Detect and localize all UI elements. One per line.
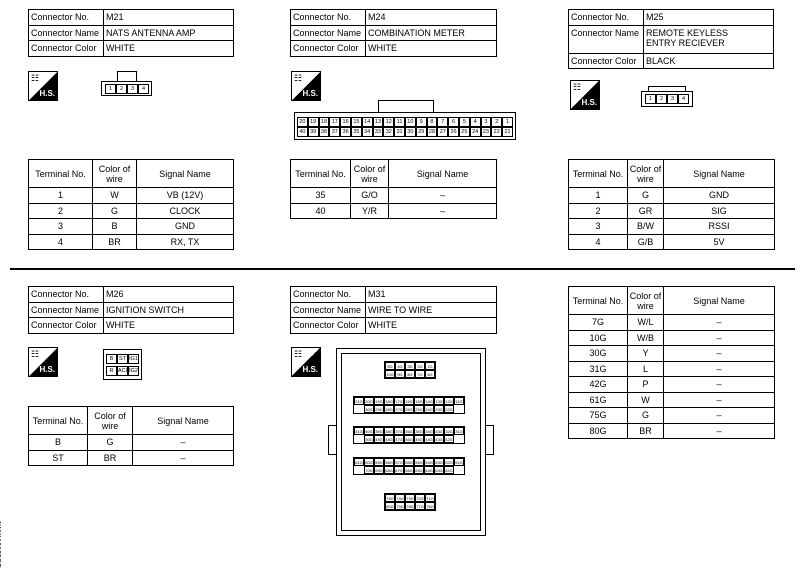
pin-cell: 79G [396, 504, 404, 509]
table-cell: 80G [569, 423, 628, 439]
pin-cell: 6 [448, 117, 459, 127]
pin-cell: 2 [656, 94, 667, 104]
m26-pin-row-bottom [106, 366, 139, 376]
pin-cell: 47G [395, 437, 403, 442]
pin-cell: 40 [297, 127, 308, 137]
table-cell: G [93, 203, 137, 219]
m21-connector-color: WHITE [104, 41, 234, 57]
pin-cell: 14 [362, 117, 373, 127]
pin-cell: 2 [491, 117, 502, 127]
pin-cell: 28G [385, 407, 393, 412]
table-row [29, 203, 234, 219]
pin-cell: 78G [406, 504, 414, 509]
m26-pin-row-top [106, 354, 139, 364]
pin-cell: 25G [415, 407, 423, 412]
pin-cell: 74G [396, 496, 404, 501]
harness-side-icon: ☷ H.S. [291, 347, 321, 377]
pin-cell: 31 [394, 127, 405, 137]
pin-cell: 44G [425, 437, 433, 442]
table-row [29, 234, 234, 250]
table-cell: 7G [569, 315, 628, 331]
pin-cell: 77G [416, 504, 424, 509]
pin-cell: 63G [435, 468, 443, 473]
pin-cell: IG2 [129, 368, 138, 374]
pin-cell: 55G [415, 460, 423, 465]
m31-left-latch [328, 425, 337, 455]
pin-cell: 69G [375, 468, 383, 473]
pin-cell: 26G [405, 407, 413, 412]
pin-cell: 21G [355, 399, 363, 404]
m24-pin-row-bottom [297, 127, 513, 137]
table-cell: 31G [569, 361, 628, 377]
table-cell: BR [628, 423, 664, 439]
pin-cell: 24G [425, 407, 433, 412]
m25-signal-table: Terminal No. Color of wire Signal Name 1 G GND 2 GR SIG 3 B/W RSSI 4 G/B 5V [568, 159, 775, 250]
pin-cell: 4 [678, 94, 689, 104]
m31-block-1 [384, 361, 436, 379]
table-cell: 35 [291, 188, 351, 204]
pin-cell: 59G [375, 460, 383, 465]
m31-block-3 [353, 426, 465, 444]
pin-cell: 3G [405, 362, 415, 370]
pin-cell: 4 [470, 117, 481, 127]
pin-cell: 10G [386, 372, 394, 377]
table-cell: RSSI [664, 219, 775, 235]
m21-connector-name: NATS ANTENNA AMP [104, 25, 234, 41]
table-cell: 40 [291, 203, 351, 219]
harness-side-icon: ☷ H.S. [570, 80, 600, 110]
m26-info-table: Connector No. M26 Connector Name IGNITION SWITCH Connector Color WHITE [28, 286, 234, 334]
pin-cell: 80G [386, 504, 394, 509]
table-cell: G/B [628, 234, 664, 250]
pin-cell: 58G [385, 460, 393, 465]
pin-cell: 53G [435, 460, 443, 465]
table-cell: GND [664, 188, 775, 204]
table-row [569, 346, 775, 362]
pin-cell: 13 [373, 117, 384, 127]
table-cell: – [389, 188, 497, 204]
pin-cell: ACC [118, 368, 130, 374]
pin-cell: 37 [329, 127, 340, 137]
pin-cell: 33G [435, 429, 443, 434]
pin-cell: 5G [385, 362, 395, 370]
pin-cell: 35 [351, 127, 362, 137]
pin-cell: 17 [329, 117, 340, 127]
pin-cell: 3 [667, 94, 678, 104]
m31-info-table: Connector No. M31 Connector Name WIRE TO WIRE Connector Color WHITE [290, 286, 497, 334]
pin-cell: IG1 [129, 356, 138, 362]
table-row [29, 435, 234, 451]
pin-cell: 24 [470, 127, 481, 137]
table-row [29, 219, 234, 235]
harness-side-icon: ☷ H.S. [28, 347, 58, 377]
pin-cell: 9G [395, 370, 405, 378]
pin-cell: 20G [365, 399, 373, 404]
m21-connector-no: M21 [104, 10, 234, 26]
table-cell: B/W [628, 219, 664, 235]
table-cell: G [88, 435, 133, 451]
pin-cell: 57G [395, 460, 403, 465]
pin-cell: 4G [395, 362, 405, 370]
m25-info-table: Connector No. M25 Connector Name REMOTE KEYLESS ENTRY RECIEVER Connector Color BLACK [568, 9, 774, 69]
pin-cell: 16G [405, 399, 413, 404]
pin-cell: 21 [502, 127, 513, 137]
table-cell: – [664, 408, 775, 424]
m26-signal-table: Terminal No. Color of wire Signal Name B G – ST BR – [28, 406, 234, 466]
pin-cell: 36 [340, 127, 351, 137]
pin-cell: 64G [425, 468, 433, 473]
table-cell: W/B [628, 330, 664, 346]
pin-cell: 2G [415, 362, 425, 370]
figure-code [0, 520, 1, 568]
m24-info-table: Connector No. M24 Connector Name COMBINATION METER Connector Color WHITE [290, 9, 497, 57]
pin-cell: 54G [425, 460, 433, 465]
table-row [569, 423, 775, 439]
table-cell: 30G [569, 346, 628, 362]
m25-pin-row [645, 94, 689, 104]
pin-cell: 32 [383, 127, 394, 137]
table-cell: CLOCK [137, 203, 234, 219]
table-cell: RX, TX [137, 234, 234, 250]
pin-cell: 62G [445, 468, 453, 473]
table-cell: BR [93, 234, 137, 250]
table-cell: – [389, 203, 497, 219]
pin-cell: 19G [375, 399, 383, 404]
table-cell: L [628, 361, 664, 377]
pin-cell: 8G [405, 370, 415, 378]
table-cell: – [664, 361, 775, 377]
pin-cell: 11G [455, 399, 463, 404]
m24-connector-name: COMBINATION METER [366, 25, 497, 41]
pin-cell: 2 [116, 84, 127, 94]
table-cell: Y/R [351, 203, 389, 219]
harness-side-icon: ☷ H.S. [291, 71, 321, 101]
table-row [569, 361, 775, 377]
table-cell: 3 [569, 219, 628, 235]
pin-cell: 56G [405, 460, 413, 465]
m31-block-2 [353, 396, 465, 414]
m31-block-4 [353, 457, 465, 475]
table-cell: – [664, 423, 775, 439]
table-row [291, 203, 497, 219]
pin-cell: 18 [319, 117, 330, 127]
pin-cell: 32G [445, 429, 453, 434]
pin-cell: 1 [645, 94, 656, 104]
table-cell: 5V [664, 234, 775, 250]
pin-cell: 30 [405, 127, 416, 137]
pin-cell: 14G [425, 399, 433, 404]
table-cell: B [93, 219, 137, 235]
pin-cell: 60G [365, 460, 373, 465]
pin-cell: 27 [437, 127, 448, 137]
table-cell: 3 [29, 219, 93, 235]
table-cell: B [29, 435, 88, 451]
pin-cell: 25 [459, 127, 470, 137]
table-row [569, 188, 775, 204]
section-divider [10, 268, 795, 270]
pin-cell: 13G [435, 399, 443, 404]
pin-cell: 4 [138, 84, 149, 94]
pin-cell: 33 [373, 127, 384, 137]
m21-key-notch [117, 71, 137, 82]
m31-connector-color: WHITE [366, 318, 497, 334]
pin-cell: 39 [308, 127, 319, 137]
table-cell: 4 [29, 234, 93, 250]
table-cell: – [664, 392, 775, 408]
table-cell: ST [29, 450, 88, 466]
table-cell: Y [628, 346, 664, 362]
table-cell: 42G [569, 377, 628, 393]
table-row [29, 188, 234, 204]
pin-cell: 38 [319, 127, 330, 137]
table-row [569, 330, 775, 346]
pin-cell: 35G [415, 429, 423, 434]
pin-cell: 26 [448, 127, 459, 137]
pin-cell: 42G [445, 437, 453, 442]
pin-cell: 17G [395, 399, 403, 404]
pin-cell: 67G [395, 468, 403, 473]
m25-connector-name: REMOTE KEYLESS ENTRY RECIEVER [644, 25, 774, 53]
table-cell: – [664, 330, 775, 346]
pin-cell: 19 [308, 117, 319, 127]
m21-info-table: Connector No. M21 Connector Name NATS ANTENNA AMP Connector Color WHITE [28, 9, 234, 57]
pin-cell: 3 [127, 84, 138, 94]
m31-connector-no: M31 [366, 287, 497, 303]
pin-cell: 20 [297, 117, 308, 127]
table-cell: 10G [569, 330, 628, 346]
table-row [569, 392, 775, 408]
m24-signal-table: Terminal No. Color of wire Signal Name 35 G/O – 40 Y/R – [290, 159, 497, 219]
pin-cell: 61G [355, 460, 363, 465]
table-row [569, 315, 775, 331]
pin-cell: R [106, 366, 117, 376]
pin-cell: 3 [481, 117, 492, 127]
pin-cell: 73G [406, 496, 414, 501]
pin-cell: 36G [405, 429, 413, 434]
m24-connector-no: M24 [366, 10, 497, 26]
pin-cell: 22 [491, 127, 502, 137]
table-cell: – [664, 346, 775, 362]
m25-key-notch [648, 86, 686, 92]
table-cell: 75G [569, 408, 628, 424]
pin-cell: 46G [405, 437, 413, 442]
pin-cell: 23G [435, 407, 443, 412]
m24-connector-color: WHITE [366, 41, 497, 57]
m21-pin-row [105, 84, 149, 94]
pin-cell: 76G [426, 504, 434, 509]
m26-connector-name: IGNITION SWITCH [104, 302, 234, 318]
table-cell: W/L [628, 315, 664, 331]
table-row [569, 219, 775, 235]
pin-cell: 75G [386, 496, 394, 501]
pin-cell: 8 [427, 117, 438, 127]
m31-right-latch [485, 425, 494, 455]
pin-cell: 45G [415, 437, 423, 442]
table-cell: – [133, 450, 234, 466]
pin-cell: 15G [415, 399, 423, 404]
pin-cell: 16 [340, 117, 351, 127]
table-cell: W [628, 392, 664, 408]
m24-key-notch [378, 100, 434, 113]
table-row [569, 234, 775, 250]
pin-cell: 50G [365, 437, 373, 442]
table-cell: 1 [569, 188, 628, 204]
pin-cell: 9 [416, 117, 427, 127]
table-cell: G [628, 408, 664, 424]
pin-cell: 38G [385, 429, 393, 434]
pin-cell: 6G [425, 370, 435, 378]
table-cell: 2 [29, 203, 93, 219]
table-cell: G [628, 188, 664, 204]
table-cell: – [664, 315, 775, 331]
m31-signal-table: Terminal No. Color of wire Signal Name 7G W/L – 10G W/B – 30G Y – 31G L – 42G P – 61G W – 75G G – 80G BR – [568, 286, 775, 439]
pin-cell: 41G [355, 429, 363, 434]
pin-cell: 40G [365, 429, 373, 434]
pin-cell: 27G [395, 407, 403, 412]
pin-cell: 7G [415, 370, 425, 378]
pin-cell: 71G [426, 496, 434, 501]
table-cell: 2 [569, 203, 628, 219]
pin-cell: 29 [416, 127, 427, 137]
pin-cell: 7 [437, 117, 448, 127]
pin-cell: 43G [435, 437, 443, 442]
pin-cell: ST [118, 356, 127, 362]
table-cell: SIG [664, 203, 775, 219]
pin-cell: 18G [385, 399, 393, 404]
table-cell: VB (12V) [137, 188, 234, 204]
pin-cell: 1G [425, 362, 435, 370]
pin-cell: 12 [383, 117, 394, 127]
pin-cell: 48G [385, 437, 393, 442]
pin-cell: 1 [105, 84, 116, 94]
pin-cell: 65G [415, 468, 423, 473]
table-cell: 4 [569, 234, 628, 250]
m26-connector-no: M26 [104, 287, 234, 303]
pin-cell: 34 [362, 127, 373, 137]
pin-cell: 34G [425, 429, 433, 434]
pin-cell: 30G [365, 407, 373, 412]
pin-cell: 49G [375, 437, 383, 442]
m26-connector-color: WHITE [104, 318, 234, 334]
table-cell: BR [88, 450, 133, 466]
pin-cell: 10 [405, 117, 416, 127]
pin-cell: 52G [445, 460, 453, 465]
table-cell: GR [628, 203, 664, 219]
pin-cell: 39G [375, 429, 383, 434]
table-row [569, 377, 775, 393]
m25-connector-no: M25 [644, 10, 774, 26]
table-cell: – [133, 435, 234, 451]
table-cell: GND [137, 219, 234, 235]
table-cell: W [93, 188, 137, 204]
table-cell: P [628, 377, 664, 393]
table-cell: 61G [569, 392, 628, 408]
table-row [569, 408, 775, 424]
pin-cell: 12G [445, 399, 453, 404]
table-row [569, 203, 775, 219]
m25-connector-color: BLACK [644, 53, 774, 69]
table-cell: 1 [29, 188, 93, 204]
m31-block-5 [384, 493, 436, 511]
pin-cell: 29G [375, 407, 383, 412]
pin-cell: 23 [481, 127, 492, 137]
pin-cell: 37G [395, 429, 403, 434]
pin-cell: 22G [445, 407, 453, 412]
m31-connector-name: WIRE TO WIRE [366, 302, 497, 318]
m21-signal-table: Terminal No. Color of wire Signal Name 1 W VB (12V) 2 G CLOCK 3 B GND 4 BR RX, TX [28, 159, 234, 250]
pin-cell: 51G [455, 460, 463, 465]
pin-cell: B [106, 354, 117, 364]
m24-pin-row-top [297, 117, 513, 127]
pin-cell: 70G [365, 468, 373, 473]
harness-side-icon: ☷ H.S. [28, 71, 58, 101]
pin-cell: 1 [502, 117, 513, 127]
pin-cell: 15 [351, 117, 362, 127]
table-cell: – [664, 377, 775, 393]
table-row [29, 450, 234, 466]
pin-cell: 5 [459, 117, 470, 127]
pin-cell: 28 [427, 127, 438, 137]
table-row [291, 188, 497, 204]
table-cell: G/O [351, 188, 389, 204]
pin-cell: 72G [416, 496, 424, 501]
pin-cell: 66G [405, 468, 413, 473]
pin-cell: 68G [385, 468, 393, 473]
pin-cell: 11 [394, 117, 405, 127]
pin-cell: 31G [455, 429, 463, 434]
